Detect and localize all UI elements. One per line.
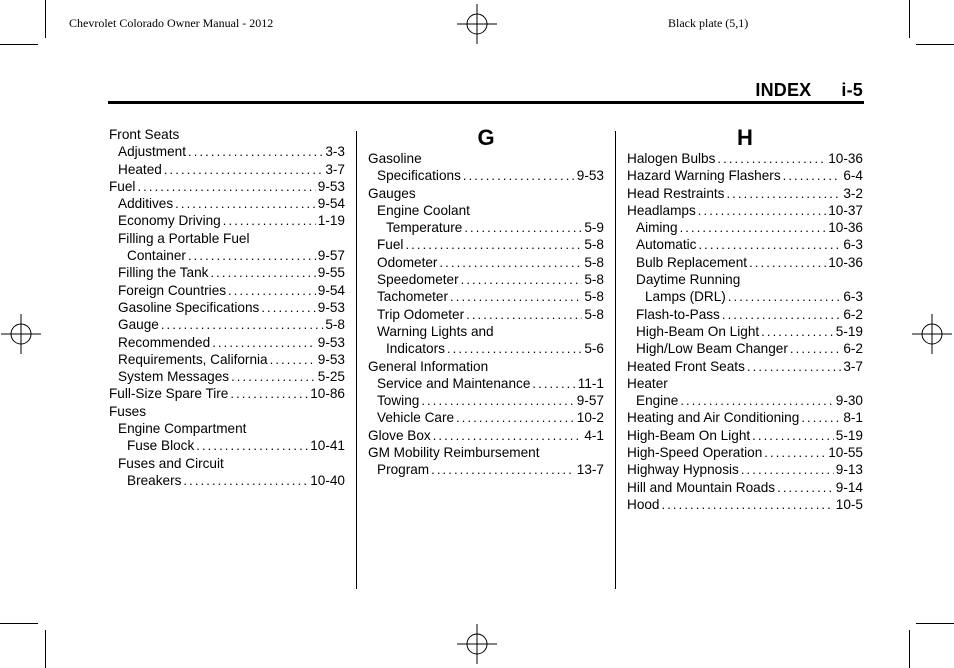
index-entry: [368, 306, 604, 323]
index-label: INDEX: [755, 80, 812, 100]
index-entry-term: Filling the Tank: [118, 265, 209, 281]
index-entry-page: 9-14: [835, 479, 863, 495]
index-entry-page: 10-5: [835, 496, 863, 512]
crop-mark: [916, 44, 954, 45]
index-entry-page: 9-53: [317, 299, 345, 315]
index-entry-term: Gasoline Specifications: [118, 299, 260, 315]
header-rule: [108, 101, 864, 104]
index-entry-term: High-Beam On Light: [627, 427, 751, 443]
index-entry-term: High-Speed Operation: [627, 445, 763, 461]
index-entry-term: Gauges: [368, 185, 416, 201]
index-entry: [109, 230, 345, 247]
dot-leader: [450, 288, 582, 305]
index-entry: [627, 185, 863, 202]
index-entry: [368, 254, 604, 271]
dot-leader: [680, 392, 833, 409]
index-entry-term: Fuel: [109, 178, 136, 194]
index-entry-term: Halogen Bulbs: [627, 151, 716, 166]
index-entry: [368, 409, 604, 426]
index-entry: [368, 202, 604, 219]
index-entry-page: 9-53: [317, 334, 345, 350]
dot-leader: [270, 351, 316, 368]
dot-leader: [188, 143, 323, 160]
index-entry-term: Front Seats: [109, 127, 180, 142]
dot-leader: [228, 282, 316, 299]
index-entry-term: Requirements, California: [118, 351, 268, 367]
index-entry-term: Trip Odometer: [377, 306, 465, 322]
index-entry: [627, 444, 863, 461]
index-column-3: [627, 150, 863, 513]
index-entry-term: Flash-to-Pass: [636, 306, 720, 322]
index-entry: [109, 178, 345, 195]
index-entry-term: Adjustment: [118, 144, 187, 160]
index-entry-page: 5-8: [584, 289, 604, 305]
index-entry-term: General Information: [368, 358, 489, 374]
index-entry: [627, 479, 863, 496]
index-entry-page: 13-7: [576, 462, 604, 478]
dot-leader: [764, 444, 826, 461]
index-entry-page: 10-36: [828, 220, 863, 236]
index-column-2: [368, 150, 604, 479]
dot-leader: [662, 496, 834, 513]
index-entry: [627, 461, 863, 478]
dot-leader: [461, 271, 583, 288]
index-entry: [109, 420, 345, 437]
index-entry: [627, 271, 863, 288]
dot-leader: [183, 472, 308, 489]
index-entry-page: 5-8: [584, 237, 604, 253]
index-entry: [627, 219, 863, 236]
index-entry-page: 5-9: [584, 220, 604, 236]
index-entry-page: 9-57: [317, 248, 345, 264]
dot-leader: [783, 167, 842, 184]
registration-mark-icon: [912, 314, 952, 354]
index-entry-page: 5-25: [317, 369, 345, 385]
index-entry: [109, 437, 345, 454]
dot-leader: [405, 236, 582, 253]
dot-leader: [431, 461, 575, 478]
crop-mark: [0, 623, 38, 624]
index-entry: [109, 247, 345, 264]
index-entry: [368, 236, 604, 253]
crop-mark: [0, 44, 38, 45]
dot-leader: [223, 212, 316, 229]
index-entry: [368, 185, 604, 202]
section-letter-h: H: [737, 125, 753, 150]
index-entry-term: Recommended: [118, 334, 211, 350]
index-entry-term: Economy Driving: [118, 213, 221, 229]
index-entry-term: Heated: [118, 161, 162, 177]
index-entry-term: Temperature: [386, 220, 463, 236]
index-entry-term: Fuses: [109, 403, 147, 419]
index-entry-page: 8-1: [843, 410, 863, 426]
dot-leader: [726, 185, 841, 202]
index-entry: [627, 167, 863, 184]
index-entry-term: Highway Hypnosis: [627, 462, 739, 478]
index-entry: [627, 427, 863, 444]
index-entry-term: Engine: [636, 393, 679, 409]
dot-leader: [421, 392, 574, 409]
crop-mark: [45, 630, 46, 668]
index-entry-term: Container: [127, 248, 186, 264]
index-entry-page: 9-54: [317, 282, 345, 298]
dot-leader: [164, 161, 324, 178]
index-entry-term: Aiming: [636, 220, 678, 236]
dot-leader: [447, 340, 582, 357]
index-entry: [368, 288, 604, 305]
index-entry-term: Tachometer: [377, 289, 449, 305]
index-entry-term: Specifications: [377, 168, 461, 184]
index-entry-term: Warning Lights and: [377, 323, 494, 339]
index-entry: [109, 351, 345, 368]
index-entry-term: Hood: [627, 496, 660, 512]
dot-leader: [698, 236, 841, 253]
dot-leader: [532, 375, 575, 392]
index-entry: [627, 496, 863, 513]
dot-leader: [439, 254, 582, 271]
index-entry-term: Glove Box: [368, 427, 431, 443]
index-entry-term: Breakers: [127, 472, 182, 488]
index-entry-term: Odometer: [377, 254, 438, 270]
column-divider: [615, 131, 616, 589]
index-entry-page: 9-13: [835, 462, 863, 478]
index-entry-page: 3-3: [325, 144, 345, 160]
index-entry-page: 9-54: [317, 196, 345, 212]
dot-leader: [456, 409, 575, 426]
index-entry-term: Fuse Block: [127, 438, 195, 454]
index-entry-page: 5-6: [584, 341, 604, 357]
dot-leader: [175, 195, 316, 212]
index-entry-term: GM Mobility Reimbursement: [368, 445, 540, 461]
dot-leader: [464, 219, 582, 236]
crop-mark: [916, 623, 954, 624]
index-entry-term: Filling a Portable Fuel: [118, 230, 250, 246]
index-entry: [109, 368, 345, 385]
index-entry-page: 3-2: [843, 185, 863, 201]
index-entry: [627, 288, 863, 305]
index-entry-page: 6-3: [843, 237, 863, 253]
index-entry-page: 10-40: [310, 472, 345, 488]
page-title: [755, 80, 863, 101]
index-entry: [368, 392, 604, 409]
index-entry-term: Gasoline: [368, 151, 422, 166]
dot-leader: [749, 254, 826, 271]
index-entry-page: 1-19: [317, 213, 345, 229]
crop-mark: [909, 0, 910, 38]
index-entry-term: Fuel: [377, 237, 404, 253]
dot-leader: [790, 340, 841, 357]
index-entry: [109, 472, 345, 489]
index-entry-page: 10-37: [828, 202, 863, 218]
index-entry-term: Full-Size Spare Tire: [109, 386, 229, 402]
index-entry-page: 9-53: [576, 168, 604, 184]
index-entry: [109, 299, 345, 316]
index-entry-page: 4-1: [584, 427, 604, 443]
index-entry: [368, 167, 604, 184]
index-entry-page: 9-30: [835, 393, 863, 409]
index-entry-term: Heater: [627, 375, 668, 391]
index-entry-page: 5-8: [584, 272, 604, 288]
index-entry-page: 6-3: [843, 289, 863, 305]
index-entry-page: 10-36: [828, 151, 863, 166]
index-entry: [109, 403, 345, 420]
index-entry-term: Lamps (DRL): [645, 289, 726, 305]
index-entry: [109, 126, 345, 143]
index-entry-term: Automatic: [636, 237, 697, 253]
dot-leader: [188, 247, 316, 264]
dot-leader: [680, 219, 827, 236]
index-entry-page: 10-2: [576, 410, 604, 426]
index-entry-page: 6-2: [843, 341, 863, 357]
dot-leader: [777, 479, 834, 496]
index-entry-page: 10-86: [310, 386, 345, 402]
index-entry-page: 10-41: [310, 438, 345, 454]
index-entry: [627, 409, 863, 426]
index-entry: [368, 323, 604, 340]
index-entry-term: Engine Coolant: [377, 202, 470, 218]
dot-leader: [741, 461, 834, 478]
index-entry: [109, 334, 345, 351]
index-entry-page: 5-8: [325, 317, 345, 333]
index-entry-term: Headlamps: [627, 202, 696, 218]
index-entry-term: Vehicle Care: [377, 410, 455, 426]
index-column-1: [109, 126, 345, 489]
dot-leader: [196, 437, 308, 454]
index-entry-term: Head Restraints: [627, 185, 725, 201]
index-entry-page: 5-19: [835, 427, 863, 443]
index-entry-term: Towing: [377, 393, 420, 409]
index-entry-term: Additives: [118, 196, 174, 212]
index-entry: [368, 271, 604, 288]
index-entry-term: High/Low Beam Changer: [636, 341, 788, 357]
index-entry-page: 9-53: [317, 351, 345, 367]
index-entry-page: 3-7: [325, 161, 345, 177]
registration-mark-icon: [1, 314, 41, 354]
index-entry: [109, 385, 345, 402]
dot-leader: [466, 306, 582, 323]
index-entry-term: Fuses and Circuit: [118, 455, 224, 471]
index-entry-term: Heated Front Seats: [627, 358, 745, 374]
index-entry-page: 6-2: [843, 306, 863, 322]
index-entry-term: Service and Maintenance: [377, 375, 531, 391]
dot-leader: [261, 299, 315, 316]
index-entry: [109, 282, 345, 299]
index-entry-term: Indicators: [386, 341, 445, 357]
dot-leader: [752, 427, 834, 444]
crop-mark: [909, 630, 910, 668]
manual-title: Chevrolet Colorado Owner Manual - 2012: [69, 16, 274, 30]
index-entry: [368, 375, 604, 392]
index-entry: [627, 254, 863, 271]
dot-leader: [728, 288, 842, 305]
index-entry: [109, 316, 345, 333]
index-entry-term: Speedometer: [377, 272, 459, 288]
registration-mark-icon: [457, 624, 497, 664]
index-entry-term: Bulb Replacement: [636, 254, 748, 270]
index-entry: [368, 461, 604, 478]
index-entry-page: 9-53: [317, 178, 345, 194]
dot-leader: [230, 385, 308, 402]
index-entry-term: High-Beam On Light: [636, 323, 760, 339]
index-entry-term: Program: [377, 462, 430, 478]
index-entry-term: System Messages: [118, 369, 230, 385]
dot-leader: [433, 427, 583, 444]
page-number: i-5: [841, 80, 863, 100]
column-divider: [356, 131, 357, 589]
index-entry-term: Heating and Air Conditioning: [627, 410, 800, 426]
index-entry: [627, 236, 863, 253]
dot-leader: [747, 358, 841, 375]
dot-leader: [231, 368, 316, 385]
index-entry: [627, 150, 863, 167]
dot-leader: [212, 334, 316, 351]
index-entry: [368, 444, 604, 461]
index-entry-page: 10-36: [828, 254, 863, 270]
section-letter-g: G: [477, 125, 495, 150]
index-entry-page: 10-55: [828, 445, 863, 461]
index-entry: [109, 264, 345, 281]
index-entry: [627, 375, 863, 392]
index-entry-page: 9-55: [317, 265, 345, 281]
index-entry-page: 5-8: [584, 306, 604, 322]
index-entry: [627, 392, 863, 409]
index-entry: [109, 161, 345, 178]
index-entry-page: 6-4: [843, 168, 863, 184]
index-entry: [627, 202, 863, 219]
dot-leader: [210, 264, 315, 281]
index-entry: [627, 358, 863, 375]
dot-leader: [698, 202, 826, 219]
registration-mark-icon: [457, 4, 497, 44]
dot-leader: [722, 306, 841, 323]
index-entry: [368, 427, 604, 444]
index-entry: [109, 195, 345, 212]
index-entry-page: 5-8: [584, 254, 604, 270]
dot-leader: [801, 409, 841, 426]
index-entry: [368, 219, 604, 236]
index-entry-page: 9-57: [576, 393, 604, 409]
index-entry: [109, 143, 345, 160]
index-entry-term: Hazard Warning Flashers: [627, 168, 781, 184]
plate-label: Black plate (5,1): [668, 16, 749, 30]
index-entry-term: Daytime Running: [636, 272, 741, 288]
index-entry: [109, 212, 345, 229]
index-entry-page: 5-19: [835, 323, 863, 339]
dot-leader: [463, 167, 575, 184]
dot-leader: [137, 178, 315, 195]
index-entry: [368, 150, 604, 167]
index-entry: [627, 323, 863, 340]
index-entry-term: Engine Compartment: [118, 421, 247, 437]
index-entry-term: Foreign Countries: [118, 282, 227, 298]
index-entry: [109, 455, 345, 472]
index-entry-term: Gauge: [118, 317, 159, 333]
dot-leader: [161, 316, 324, 333]
index-entry: [627, 340, 863, 357]
index-entry: [368, 340, 604, 357]
dot-leader: [717, 150, 826, 167]
index-entry-term: Hill and Mountain Roads: [627, 479, 776, 495]
index-entry: [368, 358, 604, 375]
index-entry-page: 11-1: [577, 375, 604, 391]
crop-mark: [45, 0, 46, 38]
dot-leader: [761, 323, 834, 340]
index-entry: [627, 306, 863, 323]
index-entry-page: 3-7: [843, 358, 863, 374]
